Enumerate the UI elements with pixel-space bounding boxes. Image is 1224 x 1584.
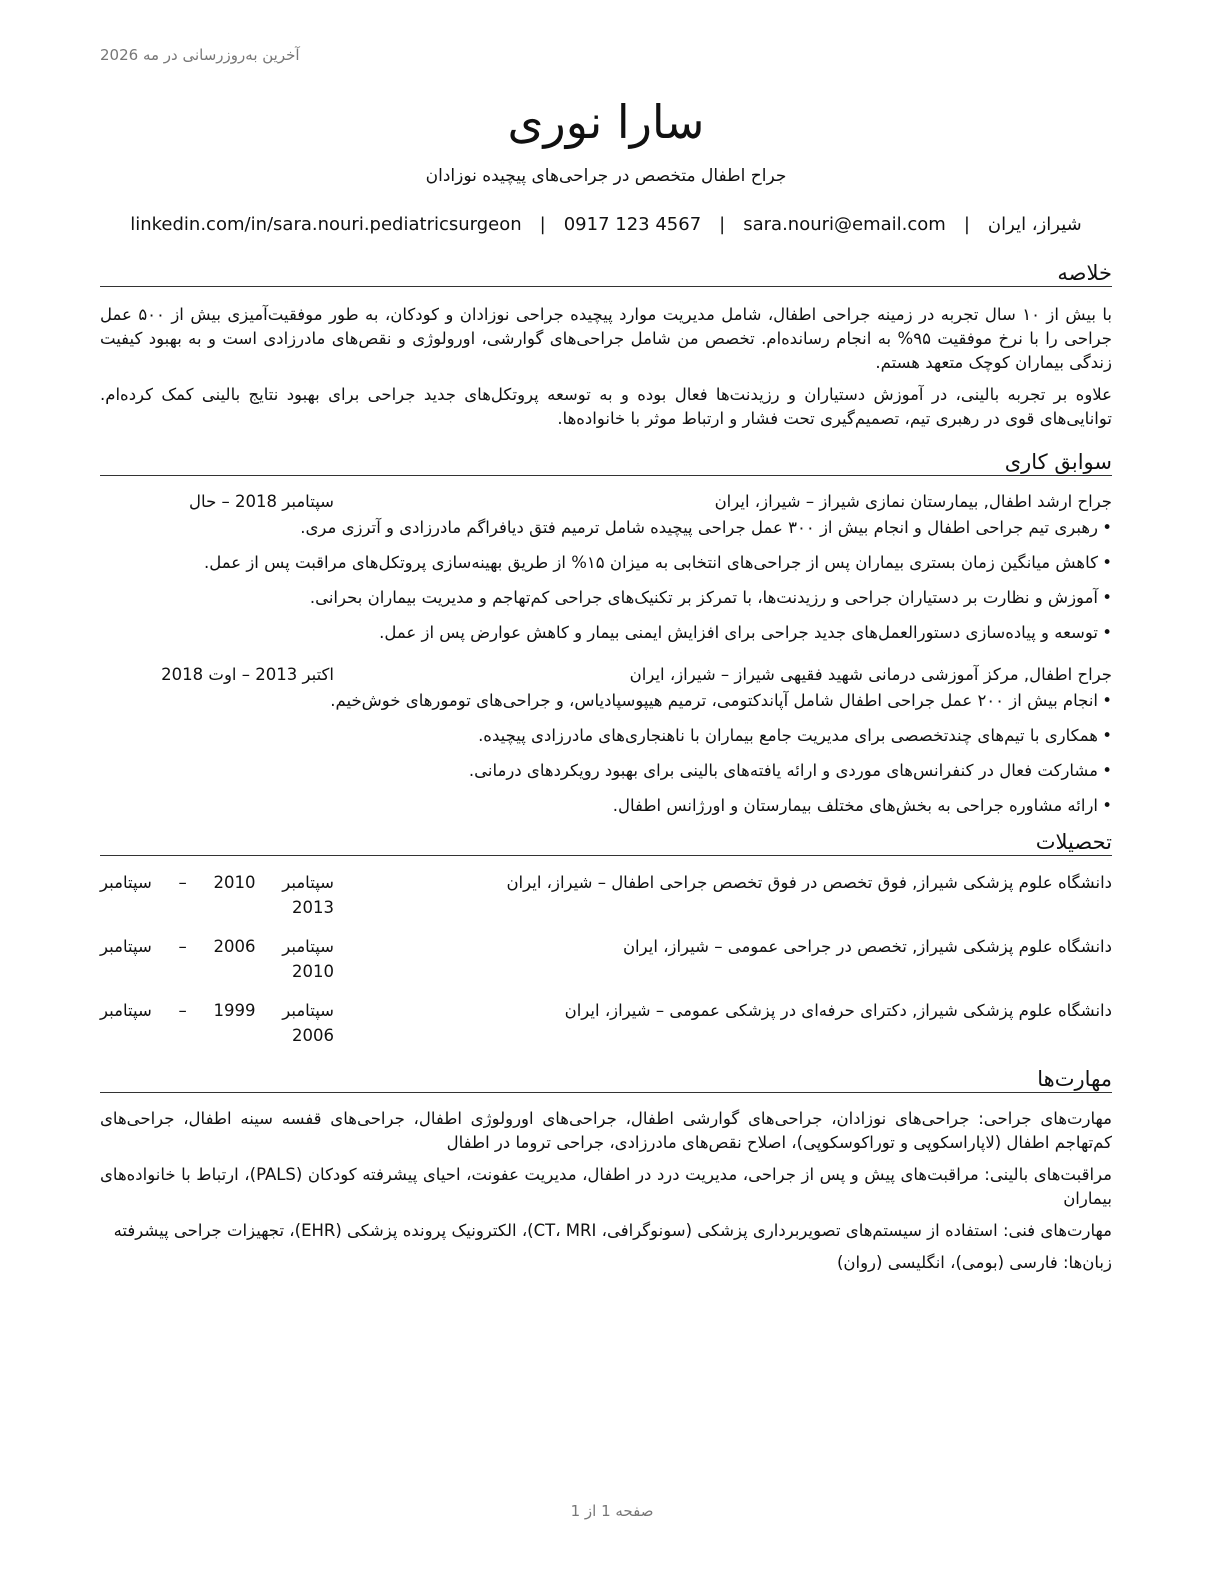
summary-paragraph: با بیش از ۱۰ سال تجربه در زمینه جراحی اطفال، شامل مدیریت موارد پیچیده جراحی نوزادان و کودکان، به طور موفقیت‌آمیزی بیش از ۵۰۰ عمل جراحی را با نرخ موفقیت ۹۵% به انجام رسانده‌ام. تخصص من شامل جراحی‌های گوارشی، اورولوژی و نقص‌های مادرزادی است و به بهبود کیفیت زندگی بیماران کوچک متعهد هستم. bbox=[100, 305, 1112, 372]
summary-paragraph: علاوه بر تجربه بالینی، در آموزش دستیاران و رزیدنت‌ها فعال بوده و به توسعه پروتکل‌های جدید جراحی برای بهبود نتایج بالینی کمک کرده‌ام. توانایی‌های قوی در رهبری تیم، تصمیم‌گیری تحت فشار و ارتباط موثر با خانواده‌ها. bbox=[100, 385, 1112, 428]
skill-line: زبان‌ها: فارسی (بومی)، انگلیسی (روان) bbox=[836, 1253, 1112, 1272]
education-dates: سپتامبر 2006 – سپتامبر 2010 bbox=[100, 937, 334, 981]
section-title-education: تحصیلات bbox=[100, 829, 1112, 856]
job-heading: جراح ارشد اطفال, بیمارستان نمازی شیراز – شیراز، ایران bbox=[714, 492, 1112, 511]
skill-line: مراقبت‌های بالینی: مراقبت‌های پیش و پس از جراحی، مدیریت درد در اطفال، مدیریت عفونت، احیای پیشرفته کودکان (PALS)، ارتباط با خانواده‌های بیماران bbox=[100, 1165, 1113, 1208]
section-title-skills: مهارت‌ها bbox=[100, 1066, 1112, 1093]
job-bullets bbox=[100, 516, 1112, 645]
education-dates: سپتامبر 1999 – سپتامبر 2006 bbox=[100, 1001, 334, 1045]
education-heading: دانشگاه علوم پزشکی شیراز, فوق تخصص در فوق تخصص جراحی اطفال – شیراز، ایران bbox=[506, 873, 1112, 892]
job-bullet: • توسعه و پیاده‌سازی دستورالعمل‌های جدید جراحی برای افزایش ایمنی بیمار و کاهش عوارض پس از عمل. bbox=[100, 621, 1112, 645]
job-dates: اکتبر 2013 – اوت 2018 bbox=[161, 665, 334, 684]
skill-line: مهارت‌های جراحی: جراحی‌های نوزادان، جراحی‌های گوارشی اطفال، جراحی‌های اورولوژی اطفال، جراحی‌های قفسه سینه اطفال، جراحی‌های کم‌تهاجم اطفال (لاپاراسکوپی و توراکوسکوپی)، اصلاح نقص‌های مادرزادی، جراحی تروما در اطفال bbox=[100, 1109, 1112, 1152]
job-bullets bbox=[100, 689, 1112, 818]
candidate-subtitle: جراح اطفال متخصص در جراحی‌های پیچیده نوزادان bbox=[425, 166, 787, 186]
page-number: صفحه 1 از 1 bbox=[570, 1502, 654, 1520]
job-heading: جراح اطفال, مرکز آموزشی درمانی شهید فقیهی شیراز – شیراز، ایران bbox=[629, 665, 1112, 684]
job-bullet: • آموزش و نظارت بر دستیاران جراحی و رزیدنت‌ها، با تمرکز بر تکنیک‌های جراحی کم‌تهاجم و مدیریت بیماران بحرانی. bbox=[100, 586, 1112, 610]
section-title-summary: خلاصه bbox=[100, 260, 1112, 287]
section-title-experience: سوابق کاری bbox=[100, 449, 1112, 476]
job-bullet: • همکاری با تیم‌های چندتخصصی برای مدیریت جامع بیماران با ناهنجاری‌های مادرزادی پیچیده. bbox=[100, 724, 1112, 748]
job-entry bbox=[100, 663, 1112, 818]
education-entry bbox=[100, 870, 1112, 920]
contact-separator: | bbox=[963, 214, 970, 235]
job-dates: سپتامبر 2018 – حال bbox=[189, 492, 334, 511]
contact-email[interactable]: sara.nouri@email.com bbox=[743, 214, 946, 235]
resume-page bbox=[100, 0, 1112, 1275]
education-entry bbox=[100, 934, 1112, 984]
job-bullet: • کاهش میانگین زمان بستری بیماران پس از جراحی‌های انتخابی به میزان ۱۵% از طریق بهینه‌سازی پروتکل‌های مراقبت پس از عمل. bbox=[100, 551, 1112, 575]
education-dates: سپتامبر 2010 – سپتامبر 2013 bbox=[100, 873, 334, 917]
contact-line bbox=[100, 212, 1112, 238]
education-entry bbox=[100, 998, 1112, 1048]
contact-separator: | bbox=[719, 214, 726, 235]
candidate-name: سارا نوری bbox=[507, 95, 705, 149]
last-updated: آخرین به‌روزرسانی در مه 2026 bbox=[100, 46, 300, 64]
job-bullet: • رهبری تیم جراحی اطفال و انجام بیش از ۳۰۰ عمل جراحی پیچیده شامل ترمیم فتق دیافراگم مادرزادی و آترزی مری. bbox=[100, 516, 1112, 540]
job-bullet: • ارائه مشاوره جراحی به بخش‌های مختلف بیمارستان و اورژانس اطفال. bbox=[100, 794, 1112, 818]
contact-separator: | bbox=[539, 214, 546, 235]
contact-phone[interactable]: 0917 123 4567 bbox=[563, 214, 702, 235]
contact-linkedin[interactable]: linkedin.com/in/sara.nouri.pediatricsurgeon bbox=[130, 214, 522, 235]
job-entry bbox=[100, 490, 1112, 645]
contact-location: شیراز، ایران bbox=[987, 214, 1082, 235]
skill-line: مهارت‌های فنی: استفاده از سیستم‌های تصویربرداری پزشکی (سونوگرافی، CT، MRI)، الکترونیک پرونده پزشکی (EHR)، تجهیزات جراحی پیشرفته bbox=[113, 1221, 1112, 1240]
job-bullet: • مشارکت فعال در کنفرانس‌های موردی و ارائه یافته‌های بالینی برای بهبود رویکردهای درمانی. bbox=[100, 759, 1112, 783]
education-heading: دانشگاه علوم پزشکی شیراز, دکترای حرفه‌ای در پزشکی عمومی – شیراز، ایران bbox=[564, 1001, 1112, 1020]
education-heading: دانشگاه علوم پزشکی شیراز, تخصص در جراحی عمومی – شیراز، ایران bbox=[622, 937, 1112, 956]
job-bullet: • انجام بیش از ۲۰۰ عمل جراحی اطفال شامل آپاندکتومی، ترمیم هیپوسپادیاس، و جراحی‌های تومورهای خوش‌خیم. bbox=[100, 689, 1112, 713]
